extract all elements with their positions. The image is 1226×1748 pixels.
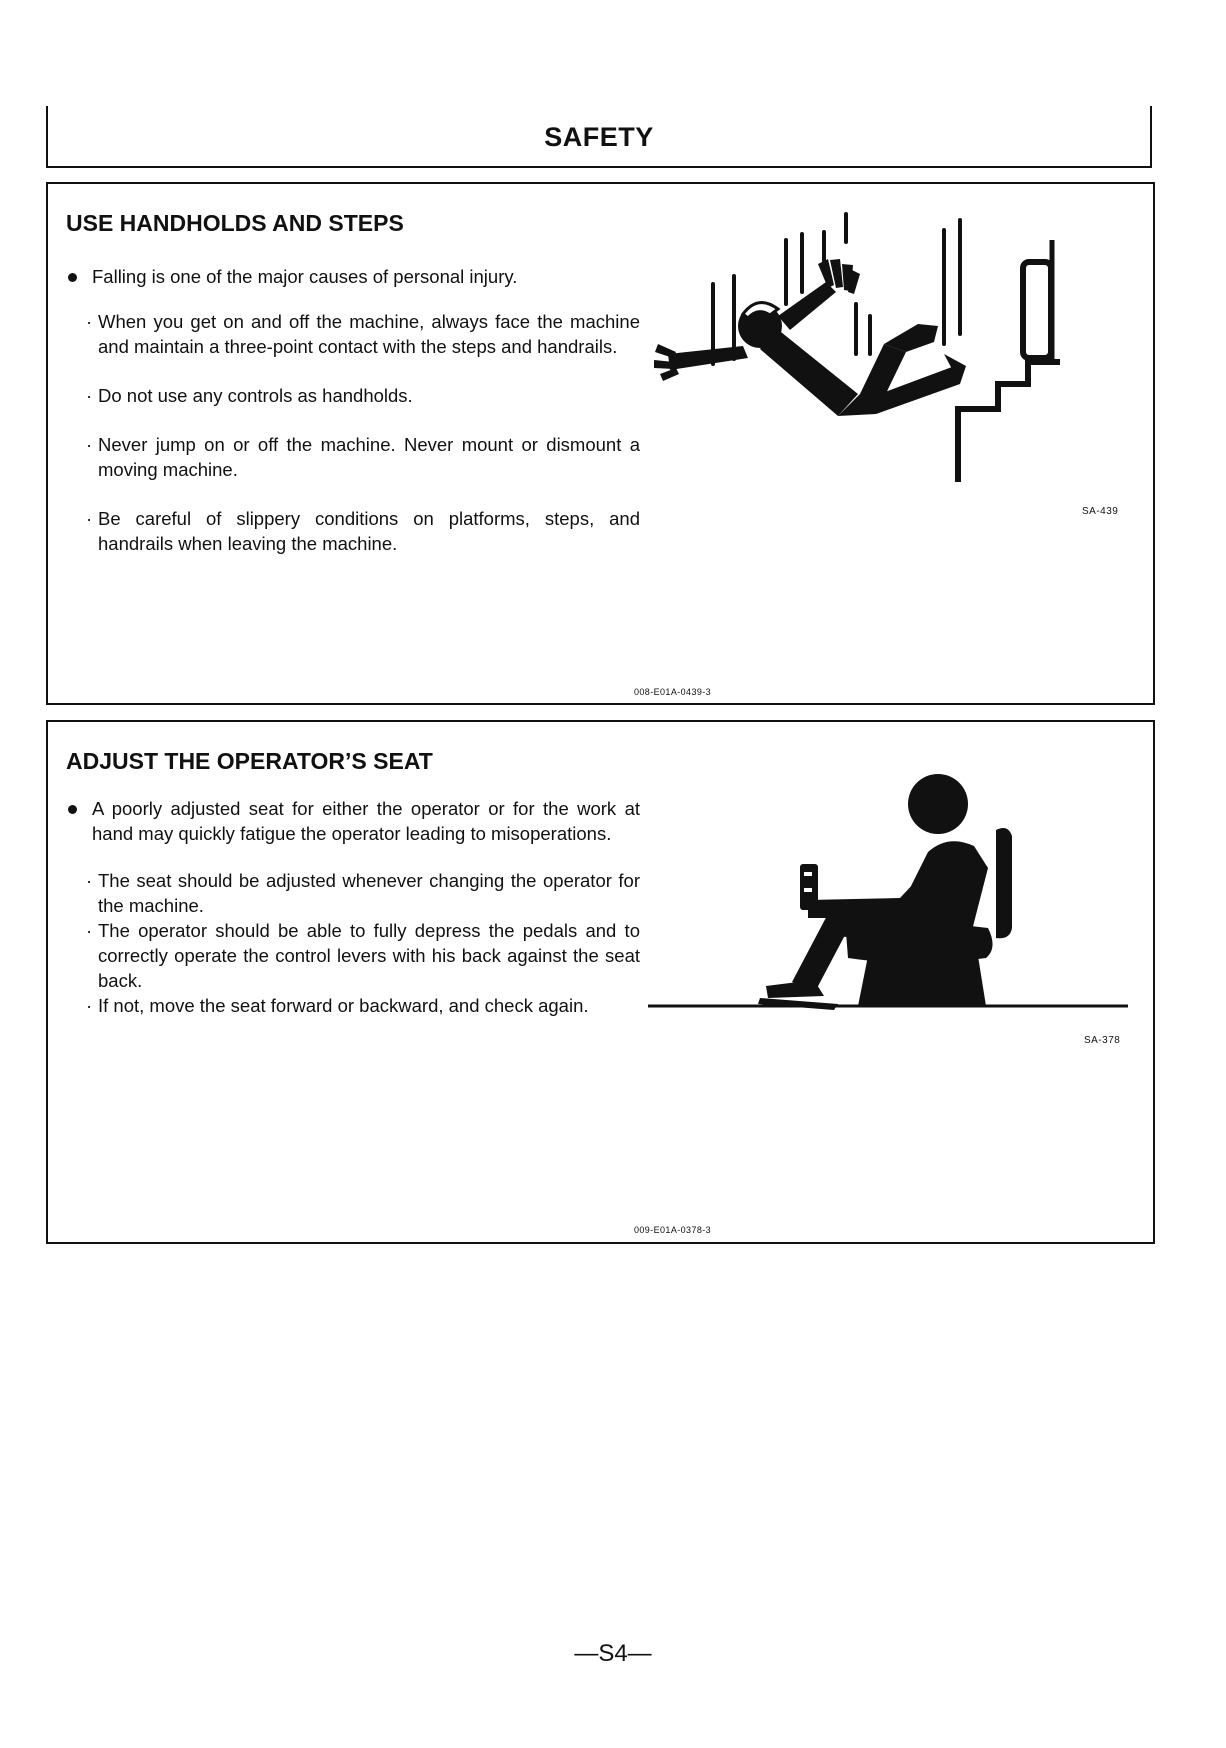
figure-label: SA-439 bbox=[1082, 506, 1119, 517]
sub-item: · When you get on and off the machine, always face the machine and maintain a three-point contact with the steps and handrails. bbox=[86, 311, 640, 357]
page-title: SAFETY bbox=[544, 122, 654, 152]
bullet-item: A poorly adjusted seat for either the operator or for the work at hand may quickly fatigue the operator leading to misoperations. bbox=[66, 796, 640, 846]
section-title: ADJUST THE OPERATOR’S SEAT bbox=[66, 748, 433, 774]
sub-item: · Do not use any controls as handholds. bbox=[86, 385, 413, 406]
figure-label: SA-378 bbox=[1084, 1035, 1121, 1046]
sub-item: · The seat should be adjusted whenever changing the operator for the machine. bbox=[86, 870, 640, 916]
section-operator-seat bbox=[46, 720, 1155, 1244]
section-title: USE HANDHOLDS AND STEPS bbox=[66, 210, 404, 236]
section-handholds-steps bbox=[46, 182, 1155, 705]
section-text bbox=[66, 264, 640, 556]
document-code: 009-E01A-0378-3 bbox=[634, 1225, 712, 1235]
document-code: 008-E01A-0439-3 bbox=[634, 687, 712, 697]
page-header bbox=[46, 106, 1152, 168]
section-text bbox=[66, 796, 640, 1018]
bullet-item: Falling is one of the major causes of personal injury. bbox=[66, 264, 640, 289]
seated-operator-illustration bbox=[648, 742, 1148, 1042]
page-number: —S4— bbox=[574, 1640, 652, 1667]
falling-person-illustration bbox=[648, 204, 1148, 484]
sub-item: · If not, move the seat forward or backward, and check again. bbox=[86, 995, 589, 1016]
sub-item: · Be careful of slippery conditions on platforms, steps, and handrails when leaving the machine. bbox=[86, 508, 640, 554]
sub-item: · The operator should be able to fully depress the pedals and to correctly operate the control levers with his back against the seat back. bbox=[86, 920, 640, 991]
sub-item: · Never jump on or off the machine. Never mount or dismount a moving machine. bbox=[86, 434, 640, 480]
